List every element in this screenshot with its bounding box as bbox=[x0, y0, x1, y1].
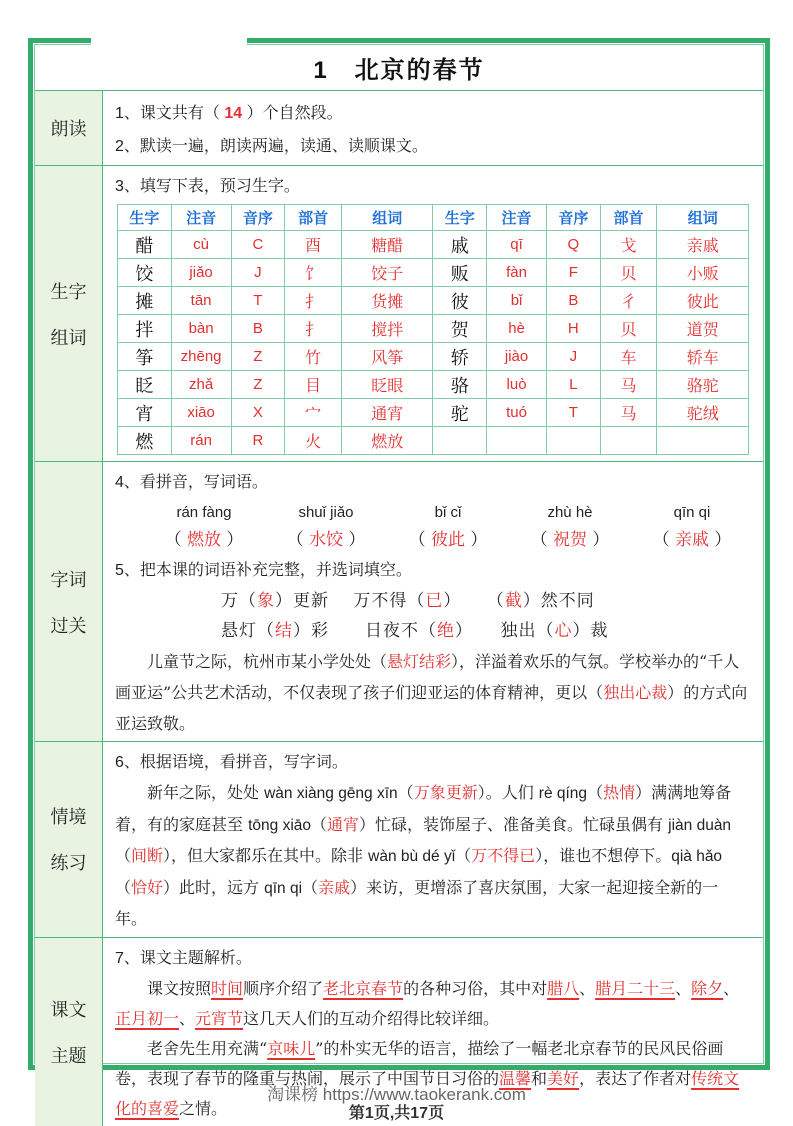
answer-text: 燃放 bbox=[187, 530, 221, 550]
char-table-header-cell: 音序 bbox=[547, 205, 601, 231]
char-table-cell: 宵 bbox=[118, 399, 172, 427]
body-text: （ bbox=[115, 877, 132, 897]
char-table-cell: 货摊 bbox=[341, 287, 432, 315]
answer-text: wàn xiàng gēng xīn bbox=[264, 785, 398, 802]
pinyin-text: shuǐ jiǎo bbox=[298, 504, 354, 521]
question-2: 2、默读一遍，朗读两遍，读通、读顺课文。 bbox=[115, 138, 428, 155]
qingjing-paragraph bbox=[115, 778, 753, 935]
answer-text: 水饺 bbox=[309, 530, 343, 550]
char-table-cell: 骆 bbox=[433, 371, 487, 399]
table-row bbox=[118, 371, 749, 399]
char-table-cell: 目 bbox=[285, 371, 342, 399]
pinyin-answer-item bbox=[509, 500, 631, 554]
sidebar-label-text: 过关 bbox=[50, 615, 87, 636]
answer-text: 独出心裁 bbox=[603, 683, 668, 702]
char-table-header-row bbox=[118, 205, 749, 231]
char-table-cell: 彳 bbox=[600, 287, 657, 315]
answer-text: 万不得已 bbox=[471, 846, 536, 865]
char-table-cell: Q bbox=[547, 231, 601, 259]
body-text: 、 bbox=[723, 978, 740, 998]
char-table-cell bbox=[600, 427, 657, 455]
body-text: 、 bbox=[675, 978, 692, 998]
char-table-cell: tuó bbox=[487, 399, 547, 427]
sidebar-label-text: 组词 bbox=[50, 327, 87, 348]
answer-text: 老北京春节 bbox=[323, 978, 404, 998]
body-text: ）此时，远方 bbox=[163, 877, 265, 897]
char-table-cell: 饺 bbox=[118, 259, 172, 287]
sidebar-label-text: 主题 bbox=[50, 1045, 87, 1066]
answer-in-brackets: （ 水饺 ） bbox=[286, 530, 366, 550]
answer-text: 美好 bbox=[547, 1068, 580, 1088]
pinyin-text: qīn qi bbox=[673, 504, 711, 521]
question-4: 4、看拼音，写词语。 bbox=[115, 474, 268, 491]
char-table-header-cell: 生字 bbox=[433, 205, 487, 231]
char-table-header-cell: 音序 bbox=[231, 205, 285, 231]
sidebar-label-text: 情境 bbox=[50, 807, 87, 828]
answer-text: 京味儿 bbox=[267, 1038, 316, 1058]
answer-text: 绝 bbox=[437, 621, 455, 641]
char-table-cell bbox=[487, 427, 547, 455]
char-table-header-cell: 生字 bbox=[118, 205, 172, 231]
body-text: 悬灯（ bbox=[221, 621, 275, 641]
char-table-header-cell: 部首 bbox=[600, 205, 657, 231]
char-table-cell: 通宵 bbox=[341, 399, 432, 427]
char-table-cell: 饣 bbox=[285, 259, 342, 287]
body-text: ）然不同 bbox=[522, 591, 595, 611]
answer-text: 已 bbox=[425, 591, 444, 611]
body-text: ），洋溢着欢乐的气氛。学校举办的“千人画亚运”公共艺术活动，不仅表现了孩子们迎亚运的体育精神，更以（ bbox=[115, 652, 740, 702]
char-table-cell: jiào bbox=[487, 343, 547, 371]
body-text: ）裁 bbox=[572, 621, 609, 641]
body-text: 新年之际，处处 bbox=[147, 783, 265, 802]
char-table-cell: 眨眼 bbox=[341, 371, 432, 399]
char-table-cell: R bbox=[231, 427, 285, 455]
table-row bbox=[118, 231, 749, 259]
char-table-cell: 筝 bbox=[118, 343, 172, 371]
char-table-cell: zhǎ bbox=[171, 371, 231, 399]
answer-text: qià hǎo bbox=[671, 848, 723, 865]
answer-text: tōng xiāo bbox=[248, 816, 312, 834]
char-table bbox=[117, 204, 749, 455]
answer-text: 温馨 bbox=[499, 1068, 532, 1088]
answer-in-brackets: （ 祝贺 ） bbox=[530, 530, 610, 550]
section-langdu-content bbox=[103, 91, 763, 165]
body-text: （ bbox=[455, 846, 472, 865]
body-text: ）。人们 bbox=[477, 783, 539, 802]
body-text: 儿童节之际，杭州市某小学处处（ bbox=[147, 652, 388, 671]
char-table-cell: B bbox=[547, 287, 601, 315]
char-table-cell: C bbox=[231, 231, 285, 259]
pinyin-answer-item bbox=[387, 500, 509, 554]
answer-text: 元宵节 bbox=[195, 1008, 244, 1028]
char-table-cell: 燃放 bbox=[341, 427, 432, 455]
char-table-cell: 饺子 bbox=[341, 259, 432, 287]
sidebar-label-text: 课文 bbox=[50, 999, 87, 1020]
char-table-cell: 拌 bbox=[118, 315, 172, 343]
char-table-cell: 竹 bbox=[285, 343, 342, 371]
section-zici-content bbox=[103, 462, 763, 741]
table-row bbox=[118, 315, 749, 343]
char-table-cell: 贩 bbox=[433, 259, 487, 287]
char-table-cell: 扌 bbox=[285, 315, 342, 343]
answer-in-brackets: （ 燃放 ） bbox=[164, 530, 244, 550]
char-table-cell: 轿 bbox=[433, 343, 487, 371]
body-text: 这几天人们的互动介绍得比较详细。 bbox=[243, 1008, 500, 1028]
char-table-cell: 风筝 bbox=[341, 343, 432, 371]
question-3: 3、填写下表，预习生字。 bbox=[115, 178, 300, 195]
answer-text: 截 bbox=[504, 591, 523, 611]
char-table-cell: luò bbox=[487, 371, 547, 399]
char-table-cell: 轿车 bbox=[657, 343, 749, 371]
pinyin-answer-row bbox=[143, 500, 753, 554]
answer-text: 腊月二十三 bbox=[595, 978, 676, 998]
char-table-cell: 眨 bbox=[118, 371, 172, 399]
answer-text: 腊八 bbox=[547, 978, 580, 998]
section-qingjing bbox=[35, 742, 763, 938]
char-table-cell: xiāo bbox=[171, 399, 231, 427]
footer-page-number: 第1页,共17页 bbox=[348, 1105, 445, 1122]
body-text: 之情。 bbox=[179, 1098, 228, 1118]
answer-text: qīn qi bbox=[264, 879, 303, 897]
sidebar-label-qingjing bbox=[35, 742, 103, 937]
section-shengzi bbox=[35, 166, 763, 462]
answer-text: wàn bù dé yǐ bbox=[368, 848, 456, 865]
pinyin-answer-item bbox=[631, 500, 753, 554]
body-text: ）更新 万不得（ bbox=[275, 591, 426, 611]
body-text: ）满满地筹备着，有的家庭甚至 bbox=[115, 783, 732, 834]
body-text: ）来访，更增添了喜庆氛围，大家一起迎接全新的一年。 bbox=[115, 877, 719, 928]
char-table-cell: 贝 bbox=[600, 259, 657, 287]
char-table-cell: 戈 bbox=[600, 231, 657, 259]
body-text: （ bbox=[115, 846, 132, 865]
sidebar-label-text: 字词 bbox=[50, 569, 87, 590]
char-table-cell: Z bbox=[231, 371, 285, 399]
char-table-cell: 彼此 bbox=[657, 287, 749, 315]
body-text: 老舍先生用充满“ bbox=[147, 1038, 268, 1058]
pinyin-text: rán fàng bbox=[176, 504, 232, 521]
answer-text: 心 bbox=[554, 621, 573, 641]
char-table-cell: jiǎo bbox=[171, 259, 231, 287]
body-text: 1、课文共有（ bbox=[115, 105, 225, 122]
char-table-cell: 马 bbox=[600, 399, 657, 427]
sidebar-label-text: 练习 bbox=[50, 853, 87, 874]
answer-text: 象 bbox=[257, 591, 275, 611]
char-table-header-cell: 组词 bbox=[657, 205, 749, 231]
footer-site-url: 淘课榜 https://www.taokerank.com bbox=[267, 1085, 526, 1104]
answer-text: 悬灯结彩 bbox=[387, 652, 452, 671]
char-table-cell: 贝 bbox=[600, 315, 657, 343]
char-table-cell: 搅拌 bbox=[341, 315, 432, 343]
answer-text: 祝贺 bbox=[553, 530, 587, 550]
body-text: ） 独出（ bbox=[455, 621, 555, 641]
table-row bbox=[118, 259, 749, 287]
char-table-cell: hè bbox=[487, 315, 547, 343]
section-zici bbox=[35, 462, 763, 742]
answer-in-brackets: （ 彼此 ） bbox=[408, 530, 488, 550]
pinyin-answer-item bbox=[143, 500, 265, 554]
answer-text: 正月初一 bbox=[115, 1008, 180, 1028]
title-row bbox=[35, 45, 763, 91]
char-table-cell: 扌 bbox=[285, 287, 342, 315]
char-table-cell: J bbox=[547, 343, 601, 371]
char-table-cell: zhēng bbox=[171, 343, 231, 371]
answer-text: 传统文化的喜爱 bbox=[115, 1068, 740, 1118]
body-text: ）彩 日夜不（ bbox=[293, 621, 437, 641]
section-langdu bbox=[35, 91, 763, 166]
section-qingjing-content bbox=[103, 742, 763, 937]
char-table-cell: 宀 bbox=[285, 399, 342, 427]
char-table-cell: bàn bbox=[171, 315, 231, 343]
table-row bbox=[118, 343, 749, 371]
char-table-cell: 醋 bbox=[118, 231, 172, 259]
char-table-cell: 酉 bbox=[285, 231, 342, 259]
char-table-cell: 火 bbox=[285, 427, 342, 455]
body-text: ），但大家都乐在其中。除非 bbox=[163, 846, 369, 865]
body-text: 的各种习俗，其中对 bbox=[403, 978, 548, 998]
char-table-cell: 驼绒 bbox=[657, 399, 749, 427]
char-table-cell: 小贩 bbox=[657, 259, 749, 287]
answer-text: 时间 bbox=[211, 978, 244, 998]
answer-in-brackets: （ 亲戚 ） bbox=[652, 530, 732, 550]
section-shengzi-content bbox=[103, 166, 763, 461]
char-table-cell: 骆驼 bbox=[657, 371, 749, 399]
char-table-header-cell: 组词 bbox=[341, 205, 432, 231]
sidebar-label-zici bbox=[35, 462, 103, 741]
char-table-header-cell: 注音 bbox=[487, 205, 547, 231]
body-text: ，表达了作者对 bbox=[579, 1068, 692, 1088]
char-table-cell: Z bbox=[231, 343, 285, 371]
answer-text: 亲戚 bbox=[318, 877, 351, 897]
kewen-paragraph-1 bbox=[115, 974, 753, 1034]
body-text: 和 bbox=[531, 1068, 548, 1088]
body-text: （ bbox=[587, 783, 604, 802]
char-table-cell: H bbox=[547, 315, 601, 343]
char-table-cell: 驼 bbox=[433, 399, 487, 427]
char-table-cell: 戚 bbox=[433, 231, 487, 259]
char-table-cell: 糖醋 bbox=[341, 231, 432, 259]
answer-text: 万象更新 bbox=[413, 783, 478, 802]
body-text: 、 bbox=[579, 978, 596, 998]
body-text: （ bbox=[311, 814, 328, 834]
body-text: 万（ bbox=[221, 591, 257, 611]
body-text: ”的朴实无华的语言，描绘了一幅老北京春节的民风民俗画卷，表现了春节的隆重与热闹，展示了中国节日习俗的 bbox=[115, 1038, 724, 1088]
char-table-cell: bǐ bbox=[487, 287, 547, 315]
char-table-cell: L bbox=[547, 371, 601, 399]
table-row bbox=[118, 399, 749, 427]
char-table-cell: B bbox=[231, 315, 285, 343]
answer-text: 恰好 bbox=[131, 877, 164, 897]
sidebar-label-text: 生字 bbox=[50, 281, 87, 302]
char-table-cell: tān bbox=[171, 287, 231, 315]
char-table-cell: rán bbox=[171, 427, 231, 455]
page-title: 1 北京的春节 bbox=[313, 57, 485, 84]
question-7: 7、课文主题解析。 bbox=[115, 949, 252, 967]
sidebar-label-langdu bbox=[35, 91, 103, 165]
answer-text: 结 bbox=[275, 621, 293, 641]
char-table-header-cell: 注音 bbox=[171, 205, 231, 231]
char-table-cell: T bbox=[231, 287, 285, 315]
answer-text: 热情 bbox=[603, 783, 636, 802]
zici-paragraph bbox=[115, 646, 753, 739]
pinyin-text: zhù hè bbox=[547, 504, 593, 521]
top-border-gap bbox=[91, 36, 247, 47]
body-text: 课文按照 bbox=[147, 978, 212, 998]
char-table-cell bbox=[433, 427, 487, 455]
answer-text: 除夕 bbox=[691, 978, 724, 998]
body-text: ）个自然段。 bbox=[242, 105, 343, 122]
body-text: ），谁也不想停下。 bbox=[535, 846, 672, 865]
char-table-cell: 摊 bbox=[118, 287, 172, 315]
char-table-cell: T bbox=[547, 399, 601, 427]
body-text: （ bbox=[302, 877, 319, 897]
char-table-cell: 马 bbox=[600, 371, 657, 399]
idiom-line-1 bbox=[221, 586, 753, 616]
sidebar-label-text: 朗读 bbox=[50, 119, 87, 139]
answer-text: 间断 bbox=[131, 846, 164, 865]
body-text: ）的方式向亚运致敬。 bbox=[115, 683, 748, 733]
char-table-cell: fàn bbox=[487, 259, 547, 287]
char-table-cell: X bbox=[231, 399, 285, 427]
char-table-cell: cù bbox=[171, 231, 231, 259]
pinyin-text: bǐ cǐ bbox=[434, 504, 462, 521]
table-row bbox=[118, 287, 749, 315]
char-table-header-cell: 部首 bbox=[285, 205, 342, 231]
char-table-cell: 亲戚 bbox=[657, 231, 749, 259]
body-text: 、 bbox=[179, 1008, 196, 1028]
char-table-cell: qī bbox=[487, 231, 547, 259]
char-table-cell bbox=[657, 427, 749, 455]
question-1 bbox=[115, 97, 753, 130]
pinyin-answer-item bbox=[265, 500, 387, 554]
body-text: 顺序介绍了 bbox=[243, 978, 324, 998]
char-table-cell: 车 bbox=[600, 343, 657, 371]
body-text: （ bbox=[397, 783, 414, 802]
idiom-line-2 bbox=[221, 616, 753, 646]
body-text: ）忙碌，装饰屋子、准备美食。忙碌虽偶有 bbox=[359, 814, 669, 834]
question-6: 6、根据语境，看拼音，写字词。 bbox=[115, 754, 348, 771]
body-text: ） （ bbox=[443, 591, 505, 611]
char-table-cell bbox=[547, 427, 601, 455]
char-table-cell: 贺 bbox=[433, 315, 487, 343]
char-table-cell: 燃 bbox=[118, 427, 172, 455]
char-table-cell: 彼 bbox=[433, 287, 487, 315]
answer-text: 14 bbox=[224, 105, 243, 122]
char-table-cell: 道贺 bbox=[657, 315, 749, 343]
answer-text: 亲戚 bbox=[675, 530, 709, 550]
char-table-cell: J bbox=[231, 259, 285, 287]
answer-text: 通宵 bbox=[327, 814, 360, 834]
table-row bbox=[118, 427, 749, 455]
question-5: 5、把本课的词语补充完整，并选词填空。 bbox=[115, 562, 412, 579]
char-table-cell: F bbox=[547, 259, 601, 287]
answer-text: rè qíng bbox=[538, 785, 588, 802]
sidebar-label-shengzi bbox=[35, 166, 103, 461]
answer-text: jiàn duàn bbox=[668, 816, 732, 834]
answer-text: 彼此 bbox=[431, 530, 465, 550]
